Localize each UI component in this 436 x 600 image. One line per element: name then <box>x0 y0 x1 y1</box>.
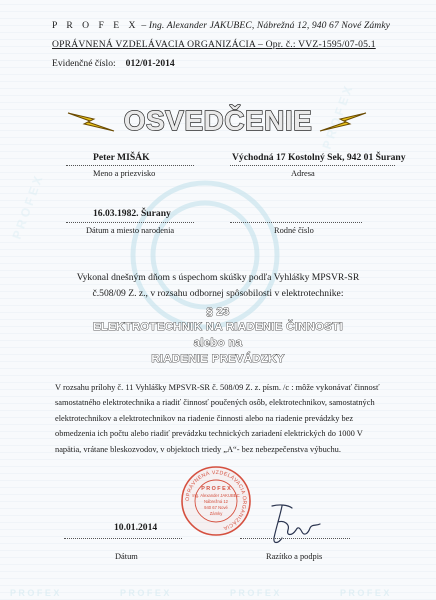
svg-text:P R O F E X: P R O F E X <box>340 588 390 598</box>
birth-divider <box>66 222 194 223</box>
svg-text:P R O F E X: P R O F E X <box>230 588 280 598</box>
course-connector: alebo na <box>193 337 243 349</box>
address-label: Adresa <box>291 169 315 178</box>
person-address: Východná 17 Kostolný Sek, 942 01 Šurany <box>232 152 406 163</box>
date-label: Dátum <box>115 552 138 561</box>
scope-line: obmedzenia ich počtu alebo riadiť prevádzku technických zariadení elektrických do 1000 V <box>55 429 363 439</box>
stamp-center-line: Nábrežná 12 <box>204 499 228 504</box>
header-org-address: – Ing. Alexander JAKUBEC, Nábrežná 12, 940 67 Nové Zámky <box>138 20 391 31</box>
course-title-1: ELEKTROTECHNIK NA RIADENIE ČINNOSTI <box>93 321 343 333</box>
header-registration <box>52 58 175 69</box>
certificate-title-text: OSVEDČENIE <box>123 105 313 136</box>
signature-label: Razítko a podpis <box>266 552 323 561</box>
lightning-bolt-left-icon <box>66 110 116 134</box>
official-stamp <box>180 465 252 537</box>
exam-line-1: Vykonal dnešným dňom s úspechom skúšky podľa Vyhlášky MPSVR-SR <box>76 272 360 283</box>
birth-number-label: Rodné číslo <box>274 226 314 235</box>
header-org-line <box>52 20 390 31</box>
bottom-watermark-band <box>0 585 436 600</box>
registration-number: 012/01-2014 <box>125 58 175 69</box>
certificate-title <box>118 100 318 140</box>
stamp-center-line: Ing. Alexander JAKUBEC <box>192 493 240 498</box>
scope-line: elektrotechnikov a elektrotechnikov na riadenie činnosti alebo na riadenie prevádzky bez <box>55 413 354 423</box>
birth-label: Dátum a miesto narodenia <box>86 226 175 235</box>
svg-text:P R O F E X: P R O F E X <box>9 174 46 242</box>
stamp-center-line: P R O F E X <box>201 486 231 492</box>
exam-section: § 23 <box>206 306 230 318</box>
stamp-center-line: Zámky <box>209 511 223 516</box>
address-divider <box>230 165 395 166</box>
scope-line: napätia, vrátane bleskozvodov, v objektoch triedy „A“- bez nebezpečenstva výbuchu. <box>55 444 341 454</box>
header-brand: P R O F E X <box>52 20 139 31</box>
date-divider <box>64 538 182 539</box>
course-title-2: RIADENIE PREVÁDZKY <box>151 353 285 365</box>
person-name: Peter MIŠÁK <box>93 152 150 163</box>
handwritten-signature <box>258 500 328 548</box>
header-accreditation: OPRÁVNENÁ VZDELÁVACIA ORGANIZÁCIA – Opr. č.: VVZ-1595/07-05.1 <box>52 39 376 50</box>
scope-line: V rozsahu prílohy č. 11 Vyhlášky MPSVR-SR č. 508/09 Z. z. písm. /c : môže vykonávať činnosť <box>55 383 380 392</box>
scope-line: samostatného elektrotechnika a riadiť činnosť poučených osôb, elektrotechnikov, samostatných <box>55 398 375 408</box>
lightning-bolt-right-icon <box>318 110 368 134</box>
stamp-ring-text: OPRÁVNENÁ VZDELÁVACIA ORGANIZÁCIA <box>184 469 248 531</box>
birth-number-divider <box>230 222 362 223</box>
issue-date: 10.01.2014 <box>114 522 158 533</box>
stamp-center-line: 940 67 Nové <box>204 505 228 510</box>
exam-line-2: č.508/09 Z. z., v rozsahu odbornej spôsobilosti v elektrotechnike: <box>92 288 344 299</box>
svg-text:P R O F E X: P R O F E X <box>10 588 60 598</box>
birth-date-place: 16.03.1982. Šurany <box>93 208 171 219</box>
svg-text:P R O F E X: P R O F E X <box>120 588 170 598</box>
scope-paragraph <box>55 380 385 457</box>
registration-label: Evidenčné číslo: <box>52 58 116 69</box>
svg-text:P R O F E X: P R O F E X <box>319 84 356 152</box>
name-label: Meno a priezvisko <box>93 169 156 178</box>
name-divider <box>66 165 194 166</box>
signature-divider <box>240 538 350 539</box>
